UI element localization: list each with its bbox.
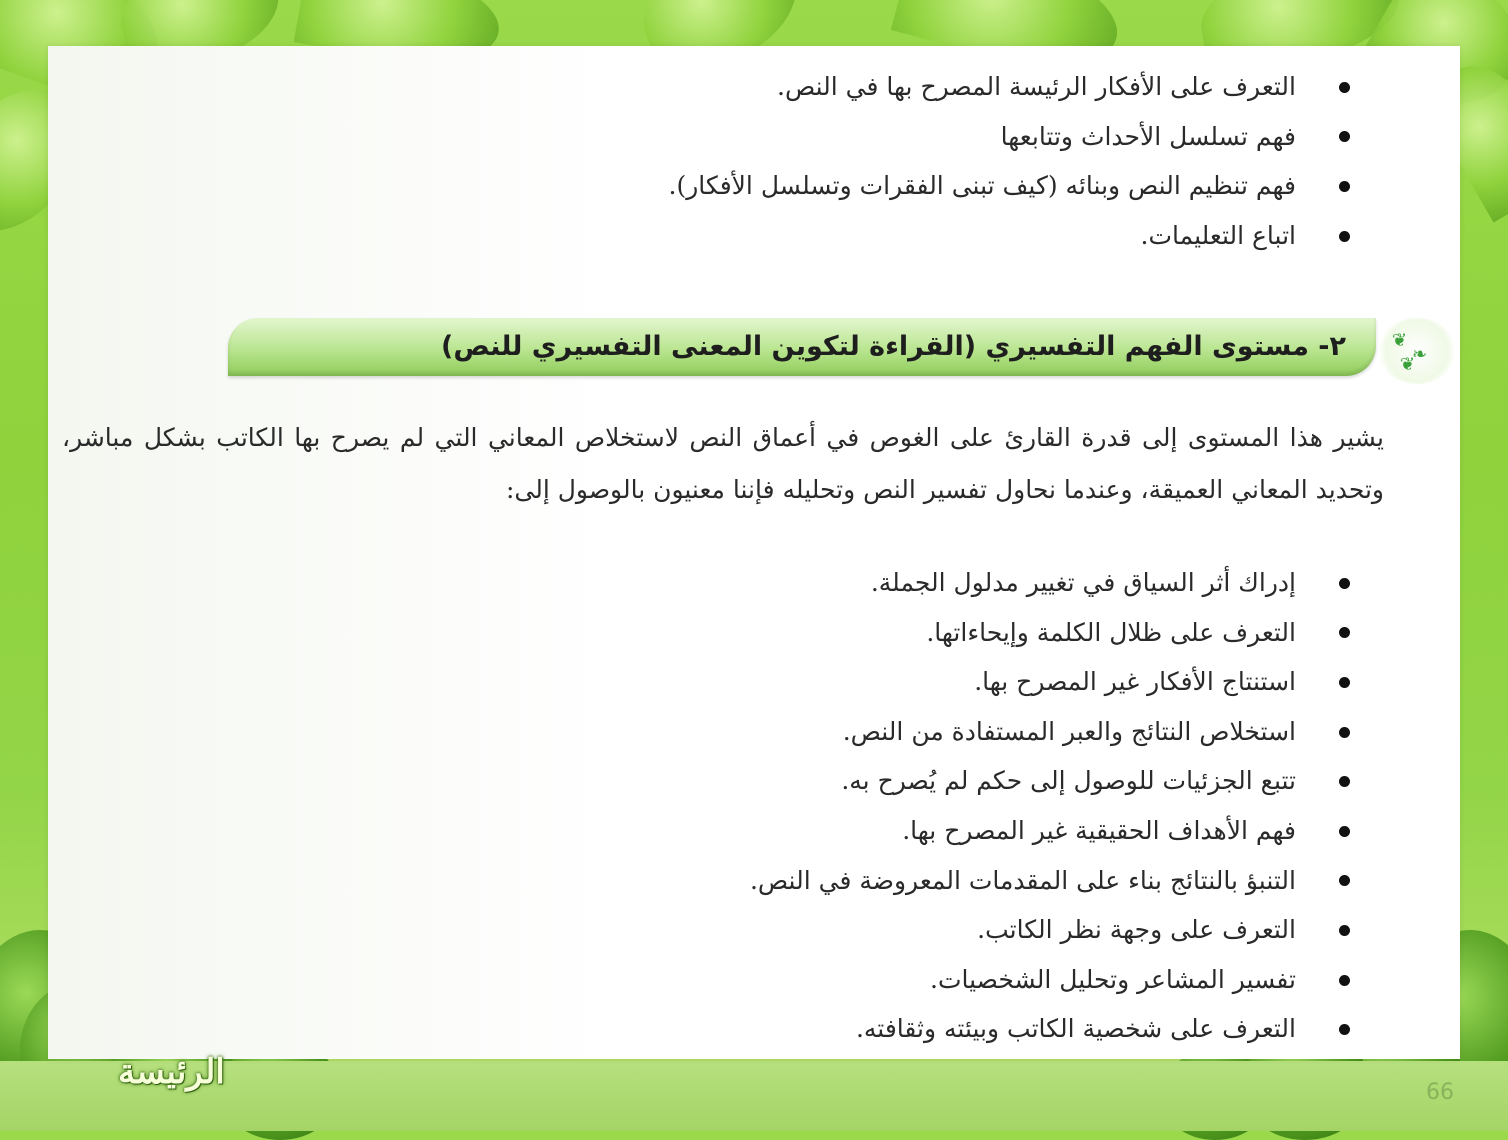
section-header <box>228 318 1376 376</box>
bullet-icon <box>1339 1024 1350 1035</box>
ground-decoration <box>0 1061 1508 1131</box>
list-item: اتباع التعليمات. <box>669 211 1352 261</box>
home-button[interactable]: الرئيسة <box>118 1052 225 1092</box>
list-item: تفسير المشاعر وتحليل الشخصيات. <box>750 955 1352 1005</box>
bottom-bullet-list <box>750 558 1352 1054</box>
list-item: التعرف على الأفكار الرئيسة المصرح بها في النص. <box>669 62 1352 112</box>
bullet-icon <box>1339 677 1350 688</box>
list-item: استخلاص النتائج والعبر المستفادة من النص. <box>750 707 1352 757</box>
list-item: فهم تسلسل الأحداث وتتابعها <box>669 112 1352 162</box>
bullet-icon <box>1339 82 1350 93</box>
page-number: 66 <box>1426 1080 1454 1105</box>
bullet-icon <box>1339 231 1350 242</box>
section-title: ٢- مستوى الفهم التفسيري (القراءة لتكوين المعنى التفسيري للنص) <box>441 331 1346 362</box>
list-item: التنبؤ بالنتائج بناء على المقدمات المعروضة في النص. <box>750 856 1352 906</box>
bullet-icon <box>1339 578 1350 589</box>
bullet-icon <box>1339 826 1350 837</box>
list-item: إدراك أثر السياق في تغيير مدلول الجملة. <box>750 558 1352 608</box>
top-bullet-list <box>669 62 1352 260</box>
bullet-icon <box>1339 131 1350 142</box>
bullet-icon <box>1339 727 1350 738</box>
list-item: التعرف على شخصية الكاتب وبيئته وثقافته. <box>750 1004 1352 1054</box>
bullet-icon <box>1339 925 1350 936</box>
bullet-icon <box>1339 875 1350 886</box>
bullet-icon <box>1339 181 1350 192</box>
intro-paragraph: يشير هذا المستوى إلى قدرة القارئ على الغوص في أعماق النص لاستخلاص المعاني التي لم يصرح بها الكاتب بشكل مباشر، وتحديد المعاني العميقة، وعندما نحاول تفسير النص وتحليله فإننا معنيون بالوصول إلى: <box>62 423 1384 504</box>
list-item: فهم تنظيم النص وبنائه (كيف تبنى الفقرات وتسلسل الأفكار). <box>669 161 1352 211</box>
bullet-icon <box>1339 975 1350 986</box>
bullet-icon <box>1339 627 1350 638</box>
list-item: التعرف على ظلال الكلمة وإيحاءاتها. <box>750 608 1352 658</box>
list-item: تتبع الجزئيات للوصول إلى حكم لم يُصرح به. <box>750 756 1352 806</box>
list-item: فهم الأهداف الحقيقية غير المصرح بها. <box>750 806 1352 856</box>
list-item: التعرف على وجهة نظر الكاتب. <box>750 905 1352 955</box>
calligraphy-ornament-icon: ❦ ❧ ❦ <box>1378 318 1456 384</box>
bullet-icon <box>1339 776 1350 787</box>
list-item: استنتاج الأفكار غير المصرح بها. <box>750 657 1352 707</box>
